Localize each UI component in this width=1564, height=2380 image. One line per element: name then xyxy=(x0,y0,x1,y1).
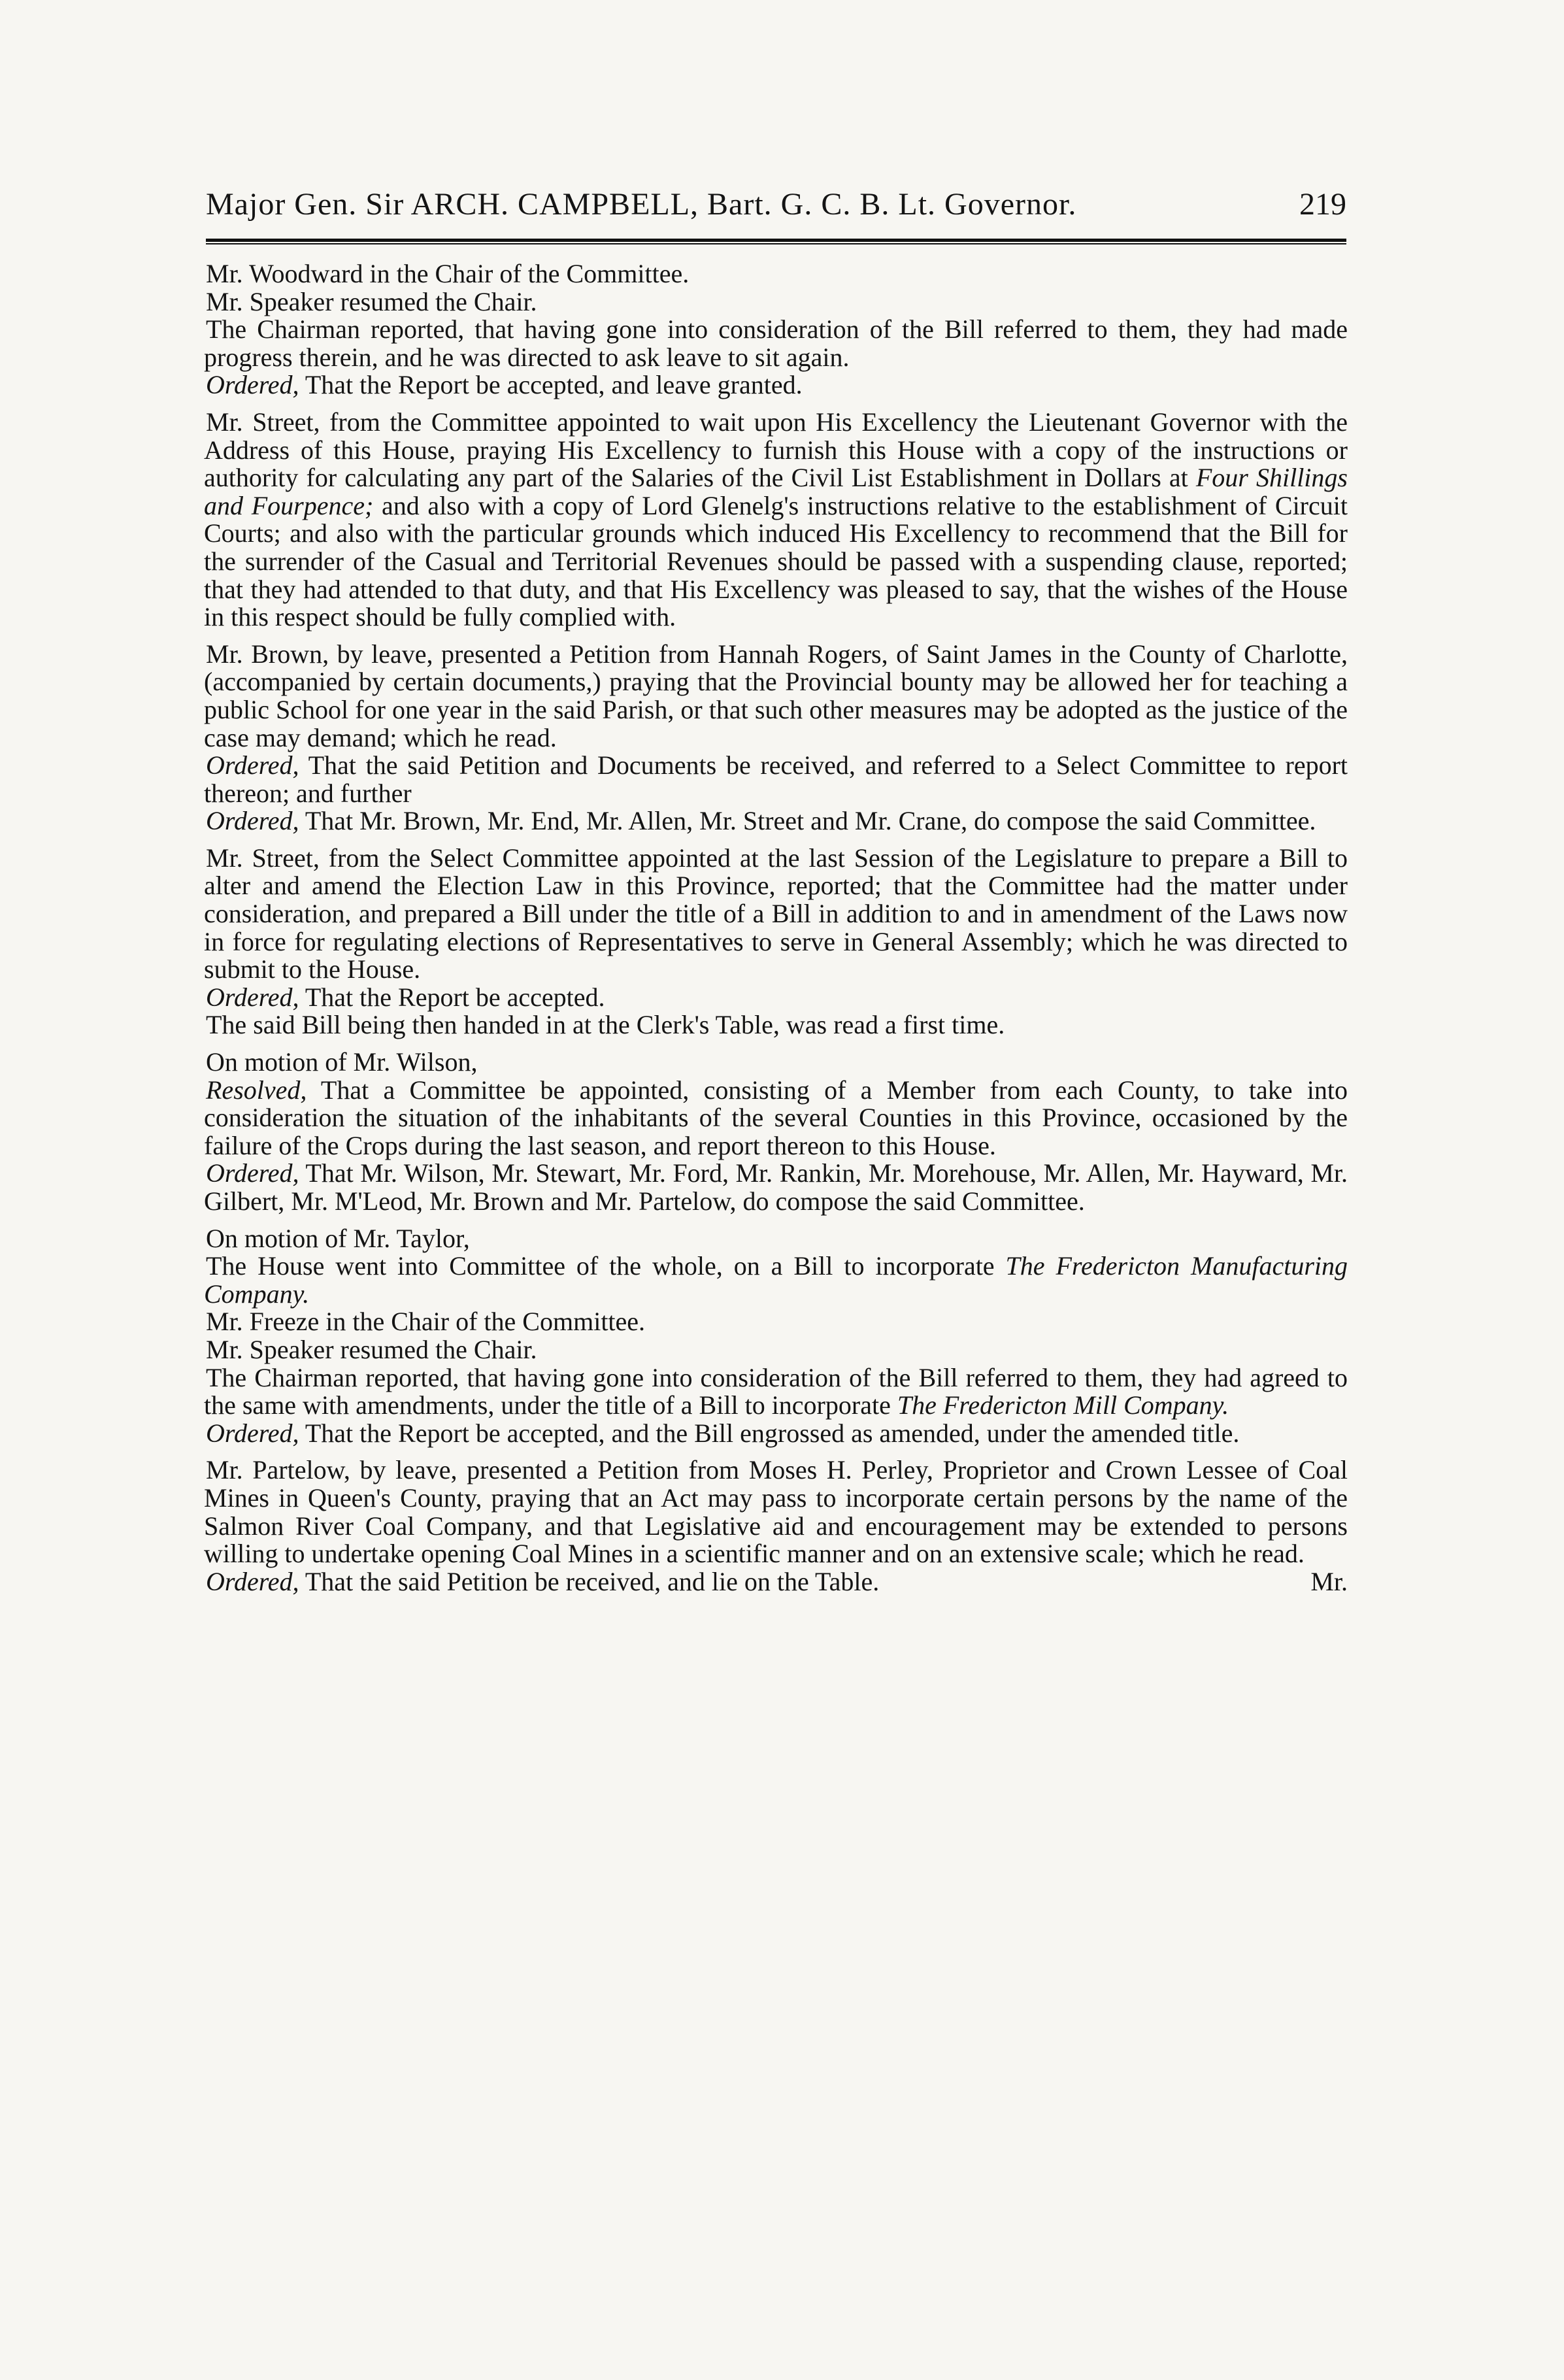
paragraph xyxy=(204,1077,1348,1160)
ordered-label: Ordered, xyxy=(206,982,299,1012)
paragraph-text: That Mr. Wilson, Mr. Stewart, Mr. Ford, Mr. Rankin, Mr. Morehouse, Mr. Allen, Mr. Hayward, Mr. Gilbert, Mr. M'Leod, Mr. Brown and Mr. Partelow, do compose the said Committee. xyxy=(204,1158,1348,1216)
paragraph-text: That the Report be accepted, and the Bill engrossed as amended, under the amended title. xyxy=(299,1418,1240,1448)
paragraph: Mr. Speaker resumed the Chair. xyxy=(206,1334,537,1364)
paragraph: On motion of Mr. Taylor, xyxy=(206,1223,470,1253)
header-rule xyxy=(206,239,1346,244)
paragraph-text: That Mr. Brown, Mr. End, Mr. Allen, Mr. Street and Mr. Crane, do compose the said Committee. xyxy=(299,806,1316,836)
header-title: Major Gen. Sir ARCH. CAMPBELL, Bart. G. C. B. Lt. Governor. xyxy=(206,187,1077,222)
paragraph-text: That the Report be accepted. xyxy=(299,982,605,1012)
paragraph-text: That a Committee be appointed, consisting of a Member from each County, to take into consideration the situation of the inhabitants of the several Counties in this Province, occasioned by the failure of the Crops during the last season, and report thereon to this House. xyxy=(204,1075,1348,1160)
paragraph: On motion of Mr. Wilson, xyxy=(206,1047,478,1077)
catchword: Mr. xyxy=(1310,1566,1348,1596)
page-number: 219 xyxy=(1299,187,1346,222)
italic-phrase: The Fredericton Manufacturing Company. xyxy=(204,1251,1348,1309)
paragraph xyxy=(204,807,1348,835)
paragraph: The said Bill being then handed in at the Clerk's Table, was read a first time. xyxy=(206,1010,1005,1040)
paragraph-text: That the said Petition be received, and lie on the Table. xyxy=(299,1566,880,1596)
paragraph xyxy=(204,409,1348,631)
paragraph-text: The House went into Committee of the whole, on a Bill to incorporate xyxy=(206,1251,1006,1281)
ordered-label: Ordered, xyxy=(206,370,299,400)
paragraph xyxy=(204,1364,1348,1420)
paragraph: Mr. Street, from the Select Committee appointed at the last Session of the Legislature to prepare a Bill to alter and amend the Election Law in this Province, reported; that the Committee had the matter under consideration, and prepared a Bill under the title of a Bill in addition to and in amendment of the Laws now in force for regulating elections of Representatives to serve in General Assembly; which he was directed to submit to the House. xyxy=(204,843,1348,984)
paragraph xyxy=(204,1160,1348,1215)
ordered-label: Ordered, xyxy=(206,750,299,780)
paragraph: Mr. Brown, by leave, presented a Petition from Hannah Rogers, of Saint James in the County of Charlotte, (accompanied by certain documents,) praying that the Provincial bounty may be allowed her for teaching a public School for one year in the said Parish, or that such other measures may be adopted as the justice of the case may demand; which he read. xyxy=(204,639,1348,752)
paragraph-text: That the Report be accepted, and leave granted. xyxy=(299,370,803,400)
paragraph: Mr. Woodward in the Chair of the Committee. xyxy=(206,259,690,288)
paragraph xyxy=(204,984,1348,1012)
ordered-label: Ordered, xyxy=(206,1418,299,1448)
paragraph-text: That the said Petition and Documents be received, and referred to a Select Committee to report thereon; and further xyxy=(204,750,1348,808)
running-header xyxy=(206,186,1346,232)
paragraph-text: Mr. Street, from the Committee appointed to wait upon His Excellency the Lieutenant Governor with the Address of this House, praying His Excellency to furnish this House with a copy of the instructions or authority for calculating any part of the Salaries of the Civil List Establishment in Dollars at xyxy=(204,407,1348,493)
resolved-label: Resolved, xyxy=(206,1075,307,1105)
journal-text xyxy=(204,260,1348,1596)
paragraph: Mr. Speaker resumed the Chair. xyxy=(206,286,537,316)
ordered-label: Ordered, xyxy=(206,806,299,836)
paragraph: Mr. Partelow, by leave, presented a Petition from Moses H. Perley, Proprietor and Crown Lessee of Coal Mines in Queen's County, praying that an Act may pass to incorporate certain persons by the name of the Salmon River Coal Company, and that Legislative aid and encouragement may be extended to persons willing to undertake opening Coal Mines in a scientific manner and on an extensive scale; which he read. xyxy=(204,1455,1348,1569)
paragraph: Mr. Freeze in the Chair of the Committee. xyxy=(206,1307,646,1337)
italic-phrase: Four Shillings and Fourpence; xyxy=(204,463,1348,520)
paragraph-text: and also with a copy of Lord Glenelg's instructions relative to the establishment of Circuit Courts; and also with the particular grounds which induced His Excellency to recommend that the Bill for the surrender of the Casual and Territorial Revenues should be passed with a suspending clause, reported; that they had attended to that duty, and that His Excellency was pleased to say, that the wishes of the House in this respect should be fully complied with. xyxy=(204,490,1348,632)
paragraph xyxy=(204,1252,1348,1308)
ordered-label: Ordered, xyxy=(206,1566,299,1596)
paragraph-text: The Chairman reported, that having gone into consideration of the Bill referred to them, they had agreed to the same with amendments, under the title of a Bill to incorporate xyxy=(204,1362,1348,1420)
paragraph: The Chairman reported, that having gone into consideration of the Bill referred to them, they had made progress therein, and he was directed to ask leave to sit again. xyxy=(204,314,1348,372)
paragraph xyxy=(204,371,1348,399)
paragraph xyxy=(204,752,1348,807)
italic-phrase: The Fredericton Mill Company. xyxy=(897,1390,1229,1420)
ordered-label: Ordered, xyxy=(206,1158,299,1188)
paragraph xyxy=(204,1420,1348,1448)
